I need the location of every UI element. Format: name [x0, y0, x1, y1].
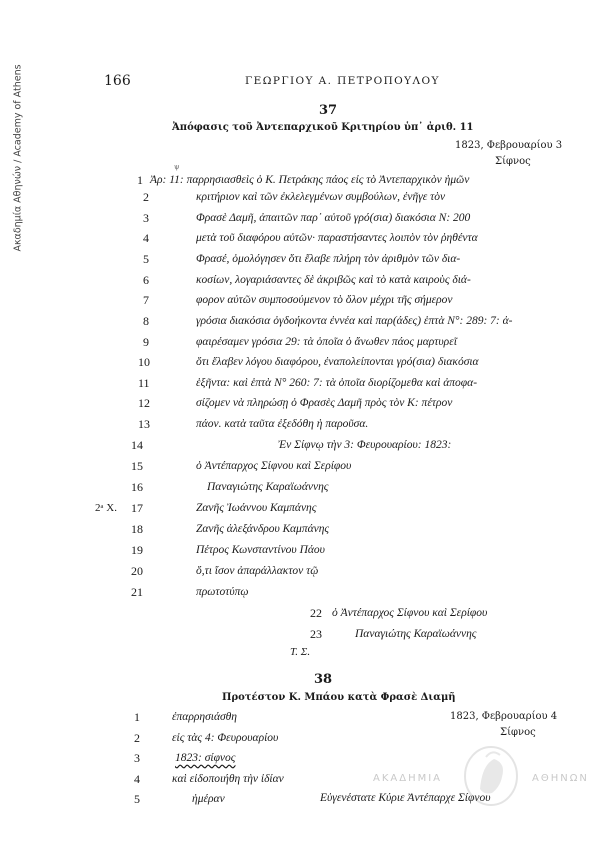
line-number: 3 [134, 751, 140, 765]
line-text: φαιρέσαμεν γρόσια 29: τὰ ὁποῖα ὁ ἄνωθεν πάος μαρτυρεῖ [196, 336, 457, 348]
line-number: 14 [131, 438, 143, 452]
line-text: Ἐν Σίφνῳ τὴν 3: Φευρουαρίου: 1823: [278, 439, 452, 451]
line-text: μετὰ τοῦ διαφόρου αὐτῶν· παραστήσαντες λοιπὸν τὸν ῥηθέντα [196, 232, 478, 244]
line-number: 16 [131, 480, 143, 494]
line-text: Φρασὲ Δαμῆ, ἀπαιτῶν παρ᾽ αὐτοῦ γρό(σια) διακόσια Ν: 200 [196, 212, 471, 224]
line-text: καὶ εἰδοποιήθη τὴν ἰδίαν [172, 773, 284, 785]
line-number: 19 [131, 543, 143, 557]
doc37-number: 37 [319, 103, 338, 118]
line-number: 2 [143, 190, 149, 204]
line-number: 22 [310, 606, 322, 620]
line-number: 4 [134, 772, 140, 786]
line-text: ὁ Ἀντέπαρχος Σίφνου καὶ Σερίφου [332, 607, 488, 619]
line-text: σίζομεν νὰ πληρώσῃ ὁ Φρασὲς Δαμῆ πρὸς τὸν Κ: πέτρον [196, 397, 453, 409]
doc38-date: 1823, Φεβρουαρίου 4 [450, 711, 558, 722]
tick-mark-icon: ψ [174, 163, 180, 171]
sidebar-credit-text: Ακαδημία Αθηνών / Academy of Athens [12, 64, 24, 252]
line-text: ἑξῆντα: καὶ ἑπτὰ N° 260: 7: τὰ ὁποῖα διορίζομεθα καὶ ἀποφα- [196, 377, 478, 389]
line-number: 13 [138, 417, 150, 431]
doc37-title: Ἀπόφασις τοῦ Ἀντεπαρχικοῦ Κριτηρίου ὑπ᾽ ἀριθ. 11 [172, 122, 474, 133]
doc37-initials: Τ. Σ. [290, 646, 311, 658]
sidebar-credit [8, 48, 28, 268]
line-text: εἰς τὰς 4: Φευρουαρίου [172, 732, 279, 744]
line-text: Φρασέ, ὁμολόγησεν ὅτι ἔλαβε πλήρη τὸν ἀριθμὸν τῶν δια- [196, 253, 461, 265]
line-number: 11 [138, 376, 150, 390]
watermark-left: ΑΚΑΔΗΜΙΑ [373, 773, 443, 784]
line-number: 5 [134, 792, 140, 806]
line-text: Ζανῆς Ἰωάννου Καμπάνης [196, 502, 317, 514]
line-number: 1 [134, 710, 140, 724]
line-text: 1823: σίφνος [175, 752, 236, 764]
line-number: 6 [143, 273, 149, 287]
line-number: 5 [143, 252, 149, 266]
line-text: Παναγιώτης Καραϊωάννης [207, 481, 329, 493]
line-text: Ζανῆς ἀλεξάνδρου Καμπάνης [196, 523, 330, 535]
line-text: φορον αὐτῶν συμποσούμενον τὸ ὅλον μέχρι τῆς σήμερον [196, 294, 453, 306]
line-number: 12 [138, 396, 150, 410]
line-number: 18 [131, 522, 143, 536]
line-text: Πέτρος Κωνσταντίνου Πάου [196, 544, 325, 556]
line-text: πρωτοτύπῳ [196, 586, 249, 598]
line-number: 17 [131, 501, 143, 515]
line-number: 23 [310, 627, 322, 641]
doc38-closing: Εὐγενέστατε Κύριε Ἀντέπαρχε Σίφνου [320, 792, 491, 804]
line-text: ἐπαρρησιάσθη [172, 711, 238, 723]
line-text: Παναγιώτης Καραϊωάννης [355, 628, 477, 640]
line-text: κοσίων, λογαριάσαντες δὲ ἀκριβῶς καὶ τὸ κατὰ καιροὺς διά- [196, 274, 471, 286]
doc38-title: Προτέστον Κ. Μπάου κατὰ Φρασὲ Διαμῆ [222, 692, 456, 703]
line-text: πάον. κατὰ ταῦτα ἐξεδόθη ἡ παροῦσα. [196, 418, 369, 430]
line-number: 8 [143, 314, 149, 328]
line-number: 15 [131, 459, 143, 473]
line-text: ὁ Ἀντέπαρχος Σίφνου καὶ Σερίφου [196, 460, 352, 472]
doc38-place: Σίφνος [500, 727, 536, 738]
line-number: 9 [143, 335, 149, 349]
line-number: 10 [138, 355, 150, 369]
line-number: 7 [143, 293, 149, 307]
line-text: ἡμέραν [192, 793, 225, 805]
running-title: ΓΕΩΡΓΙΟΥ Α. ΠΕΤΡΟΠΟΥΛΟΥ [245, 75, 440, 87]
academy-seal-icon [462, 745, 520, 807]
line-text: ὅτι ἔλαβεν λόγου διαφόρου, ἐναπολείπονται γρό(σια) διακόσια [196, 356, 479, 368]
line-text: Ἀρ: 11: παρρησιασθεὶς ὁ Κ. Πετράκης πάος εἰς τὸ Ἀντεπαρχικὸν ἡμῶν [150, 174, 470, 186]
doc37-place: Σίφνος [495, 156, 531, 167]
doc37-margin-note: 2ᵃ Χ. [95, 502, 117, 514]
line-number: 1 [137, 173, 143, 187]
page-number: 166 [104, 73, 131, 89]
line-number: 20 [131, 564, 143, 578]
line-number: 3 [143, 211, 149, 225]
line-number: 4 [143, 231, 149, 245]
watermark-right: ΑΘΗΝΩΝ [532, 773, 589, 784]
line-number: 21 [131, 585, 143, 599]
doc37-date: 1823, Φεβρουαρίου 3 [455, 140, 563, 151]
line-text: κριτήριον καὶ τῶν ἐκλελεγμένων συμβούλων, ἐνῆγε τὸν [196, 191, 446, 203]
doc38-number: 38 [314, 672, 333, 687]
line-number: 2 [134, 731, 140, 745]
line-text: γρόσια διακόσια ὀγδοήκοντα ἐννέα καὶ παρ(άδες) ἑπτὰ Ν°: 289: 7: ἀ- [196, 315, 513, 327]
line-text: ὅ,τι ἴσον ἀπαράλλακτον τῷ [196, 565, 319, 577]
